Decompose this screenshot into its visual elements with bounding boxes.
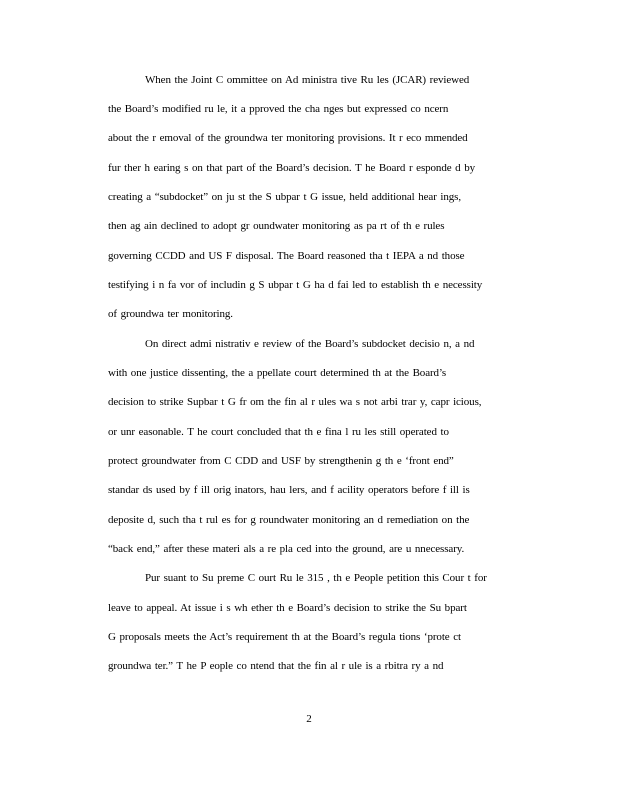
paragraph-2-line-8: “back end,” after these materi als a re pla ced into the ground, are u nnecessary. — [108, 543, 465, 555]
paragraph-3-line-3: G proposals meets the Act’s requirement th at the Board’s regula tions ‘prote ct — [108, 631, 461, 643]
paragraph-3-line-2: leave to appeal. At issue i s wh ether th e Board’s decision to strike the Su bpart — [108, 602, 467, 614]
paragraph-1-line-7: governing CCDD and US F disposal. The Board reasoned tha t IEPA a nd those — [108, 250, 465, 262]
paragraph-1-line-8: testifying i n fa vor of includin g S ubpar t G ha d fai led to establish th e necessity — [108, 279, 483, 291]
paragraph-2-line-2: with one justice dissenting, the a ppellate court determined th at the Board’s — [108, 367, 447, 379]
paragraph-1-line-1: When the Joint C ommittee on Ad ministra tive Ru les (JCAR) reviewed — [145, 74, 470, 86]
paragraph-3-line-1: Pur suant to Su preme C ourt Ru le 315 , th e People petition this Cour t for — [145, 572, 487, 584]
paragraph-1-line-2: the Board’s modified ru le, it a pproved the cha nges but expressed co ncern — [108, 103, 449, 115]
paragraph-2-line-3: decision to strike Supbar t G fr om the fin al r ules wa s not arbi trar y, capr icious, — [108, 396, 482, 408]
paragraph-2-line-6: standar ds used by f ill orig inators, hau lers, and f acility operators before f ill is — [108, 484, 470, 496]
paragraph-3-line-4: groundwa ter.” T he P eople co ntend that the fin al r ule is a rbitra ry a nd — [108, 660, 444, 672]
paragraph-1-line-9: of groundwa ter monitoring. — [108, 308, 233, 320]
paragraph-1-line-4: fur ther h earing s on that part of the Board’s decision. T he Board r esponde d by — [108, 162, 476, 174]
paragraph-1-line-3: about the r emoval of the groundwa ter monitoring provisions. It r eco mmended — [108, 132, 468, 144]
page-number: 2 — [306, 713, 312, 725]
paragraph-1-line-5: creating a “subdocket” on ju st the S ubpar t G issue, held additional hear ings, — [108, 191, 462, 203]
paragraph-2-line-4: or unr easonable. T he court concluded that th e fina l ru les still operated to — [108, 426, 449, 438]
paragraph-2-line-7: deposite d, such tha t rul es for g roundwater monitoring an d remediation on the — [108, 514, 470, 526]
paragraph-2-line-5: protect groundwater from C CDD and USF by strengthenin g th e ‘front end” — [108, 455, 454, 467]
paragraph-2-line-1: On direct admi nistrativ e review of the Board’s subdocket decisio n, a nd — [145, 338, 475, 350]
paragraph-1-line-6: then ag ain declined to adopt gr oundwater monitoring as pa rt of th e rules — [108, 220, 445, 232]
